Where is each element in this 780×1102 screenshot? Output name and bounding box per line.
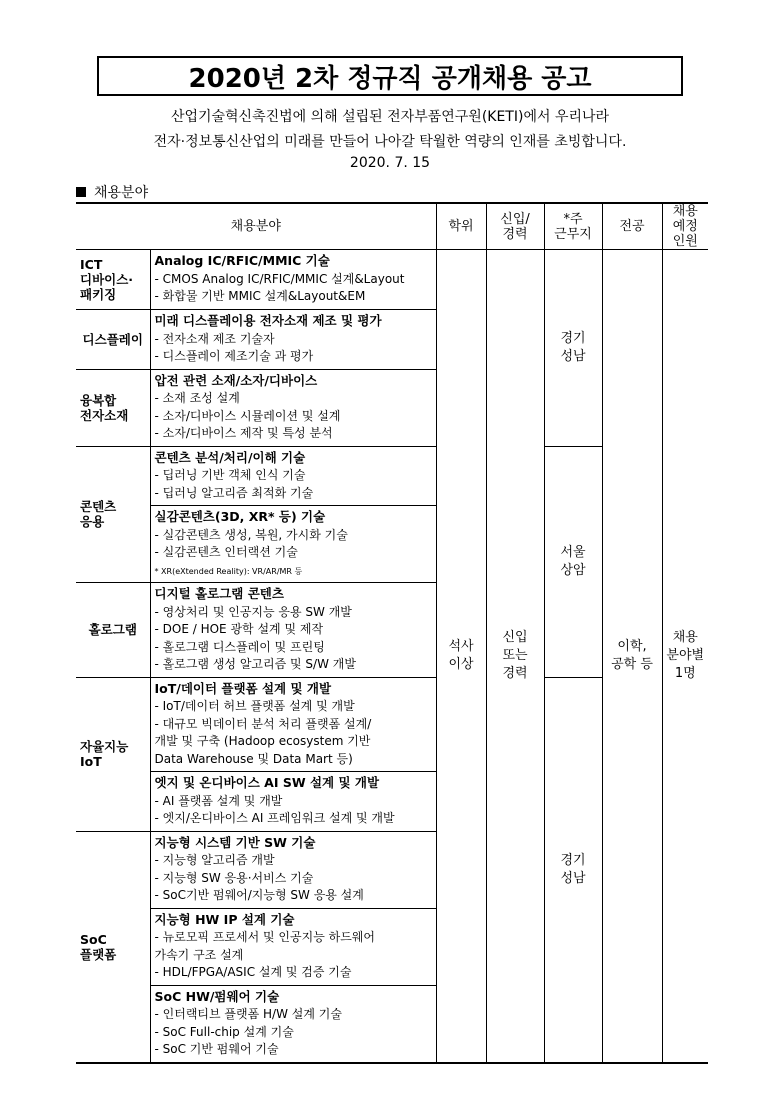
field-detail-cell (150, 310, 436, 370)
header-row (76, 203, 708, 250)
category-name-line: 디바이스· (80, 272, 134, 287)
category-cell (76, 369, 150, 446)
field-detail-cell (150, 831, 436, 908)
category-name-line: 패키징 (80, 287, 117, 302)
field-detail-cell (150, 677, 436, 772)
field-item: - 딥러닝 기반 객체 인식 기술 (154, 468, 306, 482)
header-location-line: *주 (563, 211, 583, 227)
field-heading: Analog IC/RFIC/MMIC 기술 (154, 253, 330, 269)
field-detail-cell (150, 446, 436, 506)
field-heading: 미래 디스플레이용 전자소재 제조 및 평가 (154, 313, 382, 328)
major-line: 이학, (617, 638, 647, 654)
intro-line-1: 산업기술혁신촉진법에 의해 설립된 전자부품연구원(KETI)에서 우리나라 (170, 109, 610, 125)
category-name-line: SoC (80, 931, 107, 947)
category-name-line: 응용 (80, 514, 105, 530)
field-item: - 지능형 알고리즘 개발 (154, 853, 275, 867)
header-count-line: 인원 (672, 234, 698, 249)
field-heading: 압전 관련 소재/소자/디바이스 (154, 372, 318, 388)
field-heading: 지능형 시스템 기반 SW 기술 (154, 834, 316, 850)
field-item: - DOE / HOE 광학 설계 및 제작 (154, 622, 324, 636)
header-location (544, 203, 602, 250)
category-cell (76, 583, 150, 678)
category-name-line: IoT (80, 754, 102, 769)
field-item: - 홀로그램 디스플레이 및 프린팅 (154, 639, 325, 654)
field-item: 가속기 구조 설계 (154, 947, 244, 962)
category-name-line: 융복합 (80, 392, 117, 408)
field-item: - 소재 조성 설계 (154, 391, 240, 405)
intro-line-2: 전자·정보통신산업의 미래를 만들어 나아갈 탁월한 역량의 인재를 초빙합니다. (153, 134, 627, 150)
field-item: - 지능형 SW 응용·서비스 기술 (154, 870, 314, 885)
field-item: - SoC 기반 펌웨어 기술 (154, 1042, 279, 1056)
field-detail-cell (150, 369, 436, 446)
field-detail-cell (150, 985, 436, 1063)
field-heading: 엣지 및 온디바이스 AI SW 설계 및 개발 (154, 775, 380, 790)
field-item: - 엣지/온디바이스 AI 프레임워크 설계 및 개발 (154, 811, 395, 825)
field-detail-cell (150, 250, 436, 310)
field-item: - 대규모 빅데이터 분석 처리 플랫폼 설계/ (154, 716, 372, 731)
count-line: 채용 (672, 629, 698, 645)
degree-line: 이상 (448, 656, 474, 672)
count-line: 분야별 (666, 647, 705, 663)
header-count-line: 예정 (672, 219, 698, 234)
category-cell (76, 446, 150, 583)
location-line: 서울 (560, 544, 586, 560)
location-line: 경기 (560, 330, 586, 346)
field-item: - SoC Full-chip 설계 기술 (154, 1024, 294, 1039)
field-detail-cell (150, 506, 436, 583)
category-name-line: 디스플레이 (82, 331, 143, 347)
field-heading: SoC HW/펌웨어 기술 (154, 988, 280, 1004)
field-heading: 콘텐츠 분석/처리/이해 기술 (154, 449, 306, 465)
field-heading: 실감콘텐츠(3D, XR* 등) 기술 (154, 509, 326, 524)
category-cell (76, 250, 150, 310)
field-item: - 뉴로모픽 프로세서 및 인공지능 하드웨어 (154, 930, 375, 944)
category-name-line: 홀로그램 (88, 622, 137, 638)
square-bullet-icon (76, 187, 86, 197)
category-name-line: 플랫폼 (80, 946, 117, 962)
field-item: - CMOS Analog IC/RFIC/MMIC 설계&Layout (154, 271, 405, 286)
major-cell (602, 250, 662, 1063)
field-item: - IoT/데이터 허브 플랫폼 설계 및 개발 (154, 699, 355, 713)
location-cell (544, 677, 602, 1063)
field-item: - 실감콘텐츠 생성, 복원, 가시화 기술 (154, 527, 348, 542)
location-cell (544, 446, 602, 677)
header-degree: 학위 (436, 203, 486, 250)
location-line: 성남 (560, 348, 586, 364)
field-detail-cell (150, 908, 436, 985)
field-item: - 딥러닝 알고리즘 최적화 기술 (154, 485, 314, 500)
field-item: - 소자/디바이스 시뮬레이션 및 설계 (154, 408, 341, 423)
field-item: - AI 플랫폼 설계 및 개발 (154, 793, 283, 808)
field-note: * XR(eXtended Reality): VR/AR/MR 등 (154, 566, 303, 576)
page-title: 2020년 2차 정규직 공개채용 공고 (97, 56, 683, 96)
header-career-line: 경력 (502, 226, 528, 242)
header-count (662, 203, 708, 250)
field-item: 개발 및 구축 (Hadoop ecosystem 기반 (154, 734, 371, 748)
field-detail-cell (150, 772, 436, 832)
field-item: - HDL/FPGA/ASIC 설계 및 검증 기술 (154, 965, 352, 979)
category-cell (76, 310, 150, 370)
field-item: - 소자/디바이스 제작 및 특성 분석 (154, 426, 333, 440)
category-name-line: 자율지능 (80, 739, 129, 754)
location-line: 경기 (560, 852, 586, 868)
career-line: 또는 (502, 647, 528, 663)
header-career-line: 신입/ (500, 211, 530, 227)
career-line: 경력 (502, 665, 528, 681)
table-row (76, 250, 708, 310)
count-line: 1명 (674, 665, 696, 681)
location-line: 상암 (560, 562, 586, 578)
major-line: 공학 등 (611, 656, 653, 672)
recruitment-table (76, 202, 708, 1064)
category-name-line: ICT (80, 257, 103, 272)
degree-cell (436, 250, 486, 1063)
degree-line: 석사 (448, 638, 474, 654)
section-heading-label: 채용분야 (94, 185, 149, 201)
header-major: 전공 (602, 203, 662, 250)
career-cell (486, 250, 544, 1063)
header-career (486, 203, 544, 250)
location-line: 성남 (560, 870, 586, 886)
intro-date: 2020. 7. 15 (349, 155, 431, 171)
header-field: 채용분야 (76, 203, 436, 250)
field-heading: 지능형 HW IP 설계 기술 (154, 911, 295, 927)
field-item: Data Warehouse 및 Data Mart 등) (154, 751, 353, 766)
header-location-line: 근무지 (554, 226, 592, 242)
field-item: - 실감콘텐츠 인터랙션 기술 (154, 545, 298, 559)
field-item: - 영상처리 및 인공지능 응용 SW 개발 (154, 604, 352, 619)
category-name-line: 전자소재 (80, 407, 129, 423)
section-heading (76, 182, 148, 202)
field-item: - 인터랙티브 플랫폼 H/W 설계 기술 (154, 1007, 342, 1021)
count-cell (662, 250, 708, 1063)
field-item: - SoC기반 펌웨어/지능형 SW 응용 설계 (154, 888, 364, 902)
category-name-line: 콘텐츠 (80, 499, 117, 515)
header-count-line: 채용 (672, 204, 698, 219)
location-cell (544, 250, 602, 447)
field-item: - 디스플레이 제조기술 과 평가 (154, 349, 314, 363)
category-cell (76, 677, 150, 831)
field-heading: IoT/데이터 플랫폼 설계 및 개발 (154, 680, 332, 696)
field-heading: 디지털 홀로그램 콘텐츠 (154, 586, 284, 601)
field-item: - 전자소재 제조 기술자 (154, 331, 275, 346)
field-item: - 홀로그램 생성 알고리즘 및 S/W 개발 (154, 657, 356, 671)
field-detail-cell (150, 583, 436, 678)
career-line: 신입 (502, 629, 528, 645)
field-item: - 화합물 기반 MMIC 설계&Layout&EM (154, 289, 366, 304)
category-cell (76, 831, 150, 1063)
